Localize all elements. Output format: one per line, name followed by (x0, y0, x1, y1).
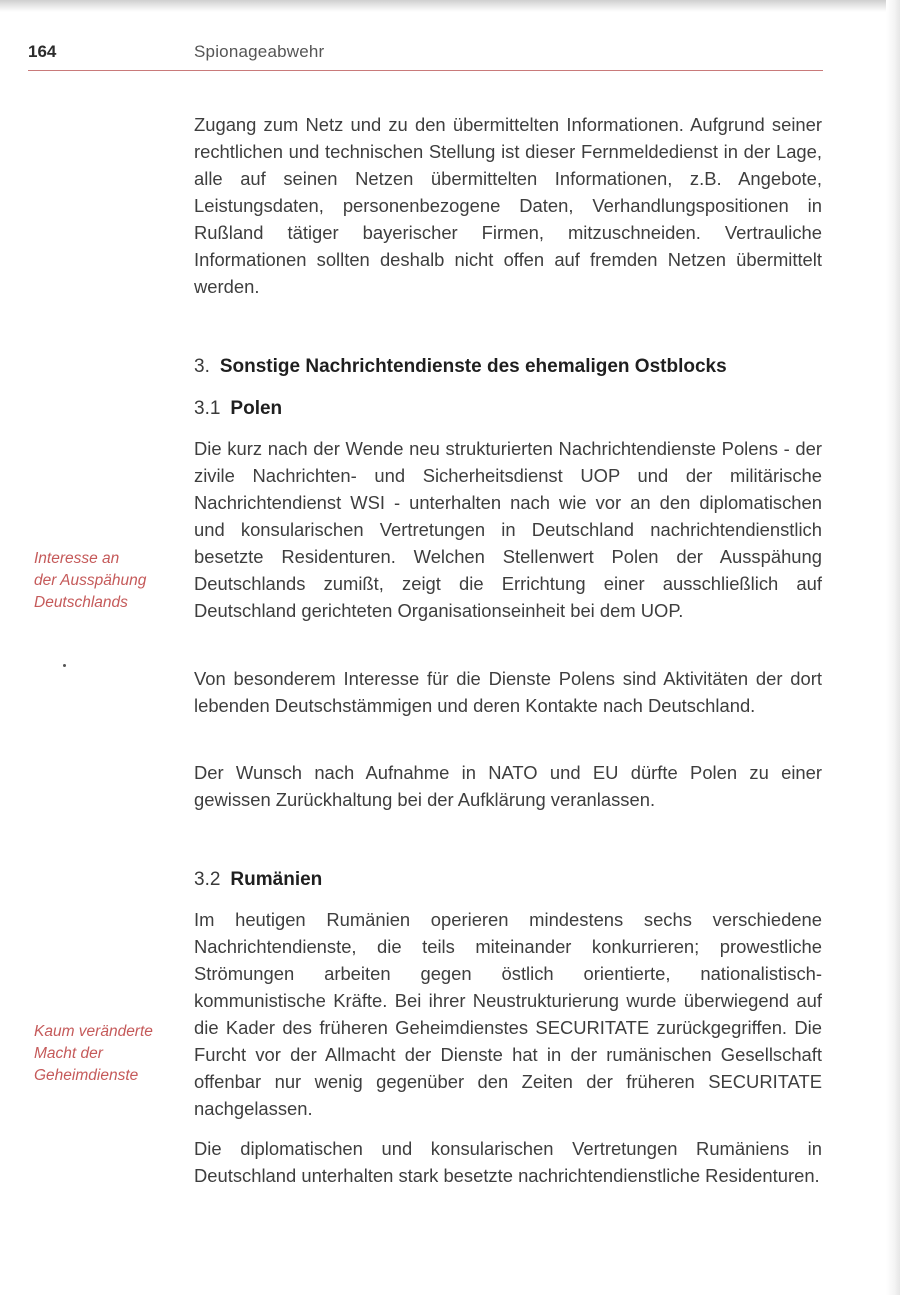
margin-note-line: Interesse an (34, 550, 120, 567)
heading-number: 3.1 (194, 398, 221, 419)
heading-title: Sonstige Nachrichtendienste des ehemaligen Ostblocks (219, 356, 727, 377)
page-header (28, 40, 823, 71)
paragraph-polen-1: Die kurz nach der Wende neu strukturierten Nachrichtendienste Polens - der zivile Nachrichten- und Sicherheitsdienst UOP und der militärische Nachrichtendienst WSI - unterhalten nach wie vor an den diplomatischen und konsularischen Vertretungen in Deutschland nachrichtendienstlich besetzte Residenturen. Welchen Stellenwert Polen der Ausspähung Deutschlands zumißt, zeigt die Errichtung einer ausschließlich auf Deutschland gerichteten Organisationseinheit bei dem UOP. (194, 438, 822, 621)
heading-number: 3. (194, 356, 210, 377)
running-head: Spionageabwehr (194, 42, 325, 61)
margin-note-line: Deutschlands (34, 594, 128, 611)
paragraph-intro: Zugang zum Netz und zu den übermittelten Informationen. Aufgrund seiner rechtlichen und technischen Stellung ist dieser Fernmeldedienst in der Lage, alle auf seinen Netzen übermittelten Informationen, z.B. Angebote, Leistungsdaten, personenbezogene Daten, Verhandlungspositionen in Rußland tätiger bayerischer Firmen, mitzuschneiden. Vertrauliche Informationen sollten deshalb nicht offen auf fremden Netzen übermittelt werden. (194, 114, 822, 297)
margin-note-macht (34, 1021, 179, 1087)
heading-title: Rumänien (230, 869, 323, 890)
heading-number: 3.2 (194, 869, 221, 890)
heading-section-3 (194, 354, 822, 380)
margin-note-line: der Ausspähung (34, 572, 147, 589)
paragraph-polen-3: Der Wunsch nach Aufnahme in NATO und EU dürfte Polen zu einer gewissen Zurückhaltung bei der Aufklärung veranlassen. (194, 762, 822, 810)
margin-note-ausspaehung (34, 548, 179, 614)
scan-edge-top (0, 0, 900, 12)
heading-title: Polen (230, 398, 283, 419)
scan-edge-right (886, 0, 900, 1295)
margin-note-line: Macht der (34, 1045, 103, 1062)
page-number: 164 (28, 42, 57, 61)
margin-note-line: Kaum veränderte (34, 1023, 153, 1040)
scan-speck (63, 664, 66, 667)
paragraph-rumaenien-1: Im heutigen Rumänien operieren mindestens sechs verschiedene Nachrichtendienste, die teils miteinander konkurrieren; prowestliche Strömungen arbeiten gegen östlich orientierte, nationalistisch-kommunistische Kräfte. Bei ihrer Neustrukturierung wurde überwiegend auf die Kader des früheren Geheimdienstes SECURITATE zurückgegriffen. Die Furcht vor der Allmacht der Dienste hat in der rumänischen Gesellschaft offenbar nur wenig gegenüber den Zeiten der früheren SECURITATE nachgelassen. (194, 909, 822, 1119)
heading-section-3-1 (194, 396, 822, 422)
margin-note-line: Geheimdienste (34, 1067, 139, 1084)
paragraph-polen-2: Von besonderem Interesse für die Dienste Polens sind Aktivitäten der dort lebenden Deutschstämmigen und deren Kontakte nach Deutschland. (194, 668, 822, 716)
heading-section-3-2 (194, 867, 822, 893)
paragraph-rumaenien-2: Die diplomatischen und konsularischen Vertretungen Rumäniens in Deutschland unterhalten stark besetzte nachrichtendienstliche Residenturen. (194, 1138, 822, 1186)
